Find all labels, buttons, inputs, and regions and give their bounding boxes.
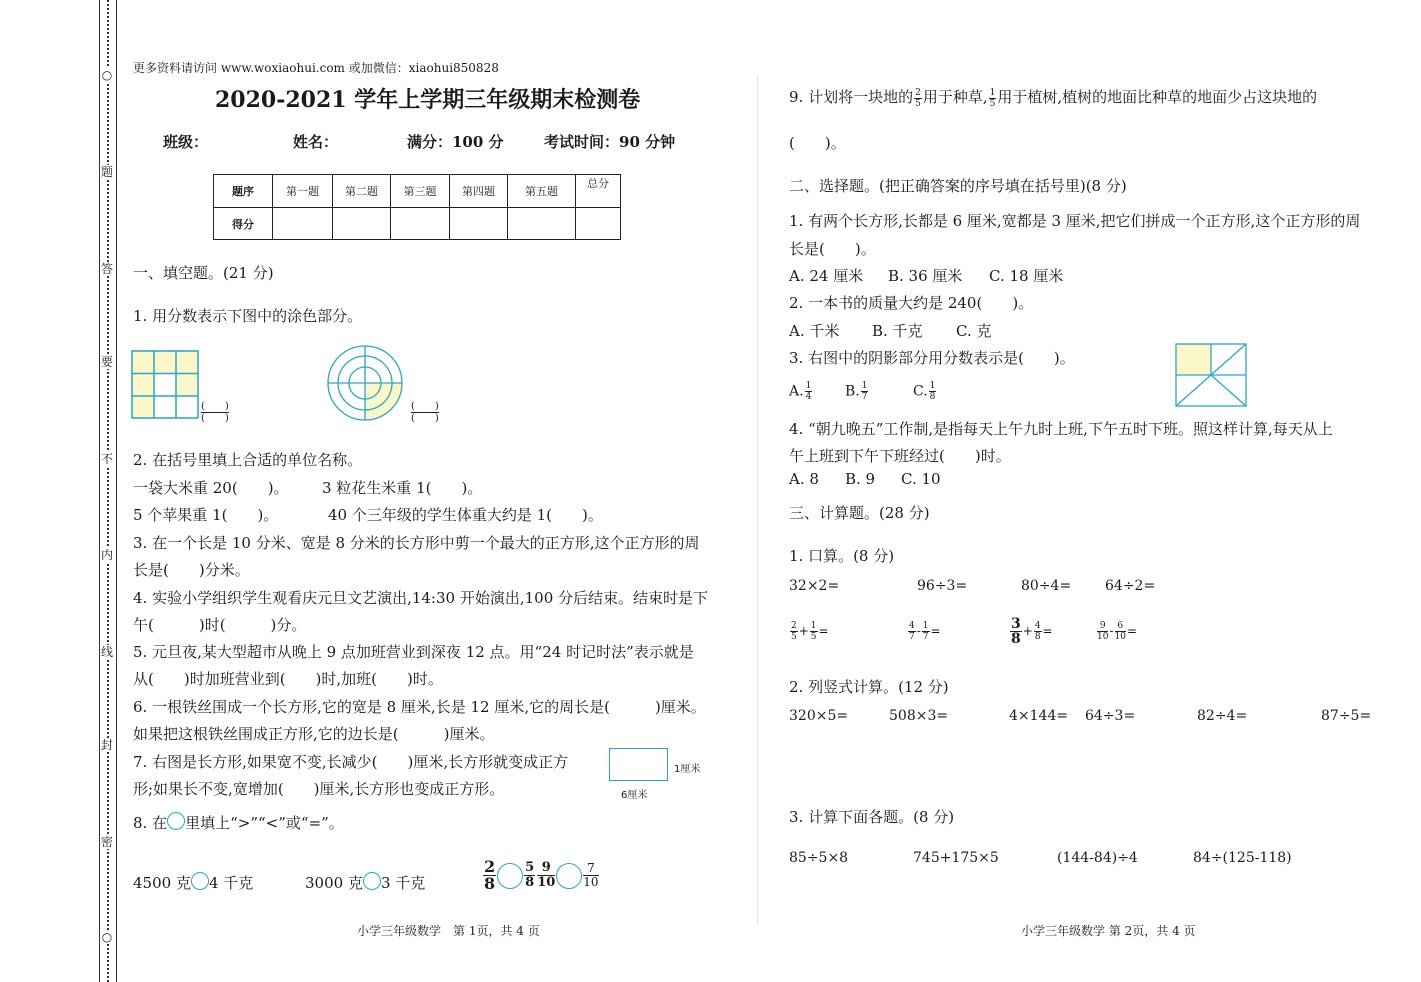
table-header-cell: 第三题 <box>391 175 450 208</box>
fraction: $\frac{3}{8}$ <box>1011 616 1021 647</box>
fraction: $\frac{4}{7}$ <box>909 621 915 642</box>
q1-text: 1. 用分数表示下图中的涂色部分。 <box>133 307 363 325</box>
fraction: $\frac{1}{7}$ <box>922 621 929 642</box>
q6-text-line1: 6. 一根铁丝围成一个长方形,它的宽是 8 厘米,长是 12 厘米,它的周长是( )厘米。 <box>133 698 706 716</box>
fraction: $\frac{1}{8}$ <box>929 381 936 402</box>
binding-circle-bottom: ○ <box>101 930 113 944</box>
section3-heading: 三、计算题。(28 分) <box>789 504 930 522</box>
shaded-circle-figure <box>325 343 405 423</box>
fraction: $\frac{4}{8}$ <box>1034 621 1041 642</box>
option[interactable]: C. 18 厘米 <box>989 267 1064 285</box>
option[interactable]: C. 10 <box>901 470 941 488</box>
q5-text-line1: 5. 元旦夜,某大型超市从晚上 9 点加班营业到深夜 12 点。用“24 时记时法”表示就是 <box>133 643 694 661</box>
vertical-calc-item: 320×5= <box>789 708 849 724</box>
fraction-calc-item: $\frac{2}{5}$ + $\frac{1}{5}$ = <box>791 621 829 642</box>
q8-a-right: 4 千克 <box>208 874 254 892</box>
footer-left: 小学三年级数学 第 1页，共 4 页 <box>357 924 540 938</box>
q2-item-d: 40 个三年级的学生体重大约是 1( )。 <box>328 506 603 524</box>
option[interactable]: A. 24 厘米 <box>789 267 864 285</box>
mixed-calc-item: 745+175×5 <box>913 850 999 866</box>
option[interactable]: B. 36 厘米 <box>888 267 963 285</box>
binding-char-bu: 不 <box>100 452 113 466</box>
q7-width-label: 1厘米 <box>674 764 701 775</box>
section2-heading: 二、选择题。(把正确答案的序号填在括号里)(8 分) <box>789 177 1127 195</box>
q8-item-c <box>482 859 600 892</box>
fraction: $\frac{2}{5}$ <box>791 621 797 642</box>
vertical-calc-item: 4×144= <box>1009 708 1069 724</box>
fraction: $\frac{2}{5}$ <box>915 87 921 109</box>
s2q1-text-line2: 长是( )。 <box>789 240 876 258</box>
binding-char-ti: 题 <box>100 165 113 179</box>
resource-notice: 更多资料请访问 www.woxiaohui.com 或加微信：xiaohui850828 <box>133 61 499 75</box>
q2-text: 2. 在括号里填上合适的单位名称。 <box>133 451 363 469</box>
fraction: $\frac{1}{5}$ <box>989 87 996 109</box>
table-header-cell: 第五题 <box>508 175 576 208</box>
column-divider <box>757 75 758 925</box>
oral-calc-item: 64÷2= <box>1105 578 1156 594</box>
compare-circle-input[interactable] <box>191 872 209 890</box>
vertical-calc-item: 508×3= <box>889 708 949 724</box>
q8-b-right: 3 千克 <box>380 874 426 892</box>
q8-prefix: 8. 在 <box>133 814 168 832</box>
q2-item-a: 一袋大米重 20( )。 <box>133 479 289 497</box>
q8-suffix: 里填上“>”“<”或“=”。 <box>185 814 344 832</box>
q6-text-line2: 如果把这根铁丝围成正方形,它的边长是( )厘米。 <box>133 725 495 743</box>
fraction: $\frac{1}{7}$ <box>861 381 868 402</box>
q3-text-line1: 3. 在一个长是 10 分米、宽是 8 分米的长方形中剪一个最大的正方形,这个正方形的周 <box>133 534 700 552</box>
option[interactable]: C. 克 <box>956 322 992 340</box>
compare-circle-icon <box>167 812 185 830</box>
binding-char-yao: 要 <box>100 355 113 369</box>
fraction-denominator-blank[interactable]: ( ) <box>201 413 229 424</box>
fraction: $\frac{1}{4}$ <box>805 381 812 402</box>
shaded-square-figure <box>1175 343 1248 407</box>
q8-b-left: 3000 克 <box>305 874 363 892</box>
q7-length-label: 6厘米 <box>621 790 648 801</box>
q2-item-b: 3 粒花生米重 1( )。 <box>322 479 483 497</box>
option[interactable]: C. $\frac{1}{8}$ <box>913 381 936 402</box>
shaded-grid-figure <box>131 350 201 420</box>
compare-circle-input[interactable] <box>363 872 381 890</box>
fraction: $\frac{2}{8}$ <box>484 857 496 893</box>
q4-text-line1: 4. 实验小学组织学生观看庆元旦文艺演出,14:30 开始演出,100 分后结束。结束时是下 <box>133 589 709 607</box>
q9-text-line1: 9. 计划将一块地的 $\frac{2}{5}$ 用于种草, $\frac{1}{5}$ 用于植树,植树的地面比种草的地面少占这块地的 <box>789 87 1318 109</box>
fraction-denominator-blank[interactable]: ( ) <box>411 413 439 424</box>
vertical-calc-item: 87÷5= <box>1321 708 1372 724</box>
score-cell[interactable] <box>508 208 576 240</box>
s2q3-text: 3. 右图中的阴影部分用分数表示是( )。 <box>789 349 1075 367</box>
option[interactable]: A. 8 <box>789 470 819 488</box>
s2q4-text-line1: 4. “朝九晚五”工作制,是指每天上午九时上班,下午五时下班。照这样计算,每天从上 <box>789 420 1333 438</box>
fraction: $\frac{9}{10}$ <box>1097 621 1109 642</box>
option[interactable]: B. 9 <box>845 470 876 488</box>
fraction: $\frac{9}{10}$ <box>537 860 556 890</box>
q8-item-a <box>133 872 253 893</box>
option[interactable]: A. 千米 <box>789 322 840 340</box>
q8-item-b <box>305 872 425 893</box>
q2-item-c: 5 个苹果重 1( )。 <box>133 506 279 524</box>
q3-text-line2: 长是( )分米。 <box>133 561 250 579</box>
q1-answer-fraction-a[interactable] <box>201 401 229 424</box>
compare-circle-input[interactable] <box>556 863 582 889</box>
q9-text-line2: ( )。 <box>789 134 846 152</box>
oral-calc-item: 96÷3= <box>917 578 968 594</box>
table-row-label: 得分 <box>214 208 273 240</box>
table-header-cell: 第二题 <box>333 175 391 208</box>
s3q1-text: 1. 口算。(8 分) <box>789 547 895 565</box>
binding-char-da: 答 <box>100 262 113 276</box>
s3q3-text: 3. 计算下面各题。(8 分) <box>789 808 955 826</box>
fraction-numerator-blank[interactable]: ( ) <box>201 401 229 412</box>
q4-text-line2: 午( )时( )分。 <box>133 616 307 634</box>
oral-calc-item: 32×2= <box>789 578 840 594</box>
class-label: 班级： <box>163 133 209 151</box>
vertical-calc-item: 64÷3= <box>1085 708 1136 724</box>
mixed-calc-item: 85÷5×8 <box>789 850 849 866</box>
fraction: $\frac{6}{10}$ <box>1114 621 1126 642</box>
fraction: $\frac{1}{5}$ <box>810 621 817 642</box>
oral-calc-item: 80÷4= <box>1021 578 1072 594</box>
score-cell[interactable] <box>333 208 391 240</box>
s3q2-text: 2. 列竖式计算。(12 分) <box>789 678 949 696</box>
mixed-calc-item: (144-84)÷4 <box>1057 850 1138 866</box>
binding-char-feng: 封 <box>100 738 113 752</box>
option[interactable]: B. 千克 <box>872 322 923 340</box>
table-header-cell: 第四题 <box>450 175 508 208</box>
score-cell[interactable] <box>391 208 450 240</box>
q1-answer-fraction-b[interactable] <box>411 401 439 424</box>
fraction-calc-item: $\frac{3}{8}$ + $\frac{4}{8}$ = <box>1011 616 1053 647</box>
binding-char-mi: 密 <box>100 835 113 849</box>
fraction: $\frac{7}{10}$ <box>583 861 599 889</box>
s2q4-text-line2: 午上班到下午下班经过( )时。 <box>789 447 1011 465</box>
section1-heading: 一、填空题。(21 分) <box>133 264 274 282</box>
score-cell[interactable] <box>576 208 621 240</box>
binding-circle-top: ○ <box>101 68 113 82</box>
q8-text <box>133 812 344 833</box>
fraction-numerator-blank[interactable]: ( ) <box>411 401 439 412</box>
score-cell[interactable] <box>273 208 333 240</box>
footer-right: 小学三年级数学 第 2页，共 4 页 <box>1021 924 1196 938</box>
q5-text-line2: 从( )时加班营业到( )时,加班( )时。 <box>133 670 443 688</box>
q7-text-line1: 7. 右图是长方形,如果宽不变,长减少( )厘米,长方形就变成正方 <box>133 753 569 771</box>
mixed-calc-item: 84÷(125-118) <box>1193 850 1292 866</box>
fraction: $\frac{5}{8}$ <box>525 860 535 890</box>
option[interactable]: A. $\frac{1}{4}$ <box>789 381 812 402</box>
exam-time-label: 考试时间：90 分钟 <box>544 133 676 151</box>
vertical-calc-item: 82÷4= <box>1197 708 1248 724</box>
compare-circle-input[interactable] <box>497 863 523 889</box>
fraction-calc-item: $\frac{4}{7}$ - $\frac{1}{7}$ = <box>909 621 941 642</box>
page-title: 2020-2021 学年上学期三年级期末检测卷 <box>215 87 641 113</box>
table-header-cell: 总分 <box>576 175 621 208</box>
score-cell[interactable] <box>450 208 508 240</box>
option[interactable]: B. $\frac{1}{7}$ <box>845 381 868 402</box>
table-header-cell: 题序 <box>214 175 273 208</box>
s2q1-text-line1: 1. 有两个长方形,长都是 6 厘米,宽都是 3 厘米,把它们拼成一个正方形,这个正方形的周 <box>789 212 1361 230</box>
q7-text-line2: 形;如果长不变,宽增加( )厘米,长方形也变成正方形。 <box>133 780 505 798</box>
binding-char-nei: 内 <box>100 548 113 562</box>
score-table <box>213 174 621 240</box>
q7-rectangle-figure <box>609 748 668 781</box>
full-score-label: 满分：100 分 <box>407 133 504 151</box>
s2q2-text: 2. 一本书的质量大约是 240( )。 <box>789 294 1034 312</box>
fraction-calc-item: $\frac{9}{10}$ - $\frac{6}{10}$ = <box>1097 621 1138 642</box>
binding-char-xian: 线 <box>100 645 113 659</box>
q8-a-left: 4500 克 <box>133 874 191 892</box>
table-header-cell: 第一题 <box>273 175 333 208</box>
name-label: 姓名： <box>293 133 339 151</box>
